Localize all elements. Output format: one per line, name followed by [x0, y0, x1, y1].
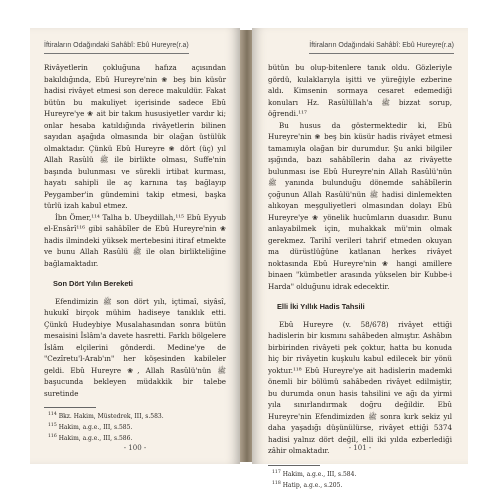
- right-paragraph-1: Bu husus da göstermektedir ki, Ebû Hureyre'nin ❀ beş bin küsür hadis rivâyet etmesi tamamıyla olağan bir durumdur. Şu anki bilgiler ışığında, bazı sahâbîlerin daha az rivâyette bulunması ise Ebû Hureyre'nin Allah Rasûlü'nün ﷺ yanında bulunduğu dönemde sahâbîlerin çoğunun Allah Rasûlü'nün ﷺ hadisi dinlemekten alıkoyan meşguliyetleri olmasından dolayı Ebû Hureyre'ye ❀ yönelik hucûmların duasıdır. Bunu anlayabilmek için, muhakkak mü'min olmak gerekmez. Tarihî verileri tahrif etmeden okuyan ma dürüstlüğüne katlanan herkes rivâyet noktasında Ebû Hureyre'nin ❀ hangi amillere binaen "kümbetler arasında yükselen bir Kubbe-i Harda" olduğunu idrak edecektir.: [268, 120, 452, 291]
- right-section-heading: Elli İki Yıllık Hadis Tahsili: [277, 302, 365, 311]
- right-page-number: - 101 -: [348, 444, 372, 452]
- right-section-paragraph: Ebû Hureyre (v. 58/678) rivâyet ettiği hadislerin bir kısmını sahâbeden almıştır. Ashâbın birbirinden rivâyeti pek çoktur, hatta bu konuda hiç bir rivâyetin kuşkulu kabul edilecek bir yönü yoktur.¹¹⁸ Ebû Hureyre'ye ait hadislerin mademki önemli bir bölümü sahâbeden rivâyet edilmiştir, bu durumda onun hasis tahsilini ve ağı da yirmi yıla sınırlandırmak doğru değildir. Ebû Hureyre'nin Efendimizden ﷺ sonra kırk sekiz yıl daha yaşadığı düşünülürse, rivâyet ettiği 5374 hadisi yalnız dört değil, elli iki yılda ezberlediği zâhir olmaktadır.: [268, 319, 453, 455]
- footnote-rule: [268, 465, 320, 466]
- right-page: [252, 28, 468, 489]
- left-page-number: - 100 -: [123, 444, 147, 452]
- left-section-paragraph: Efendimizin ﷺ son dört yılı, içtimaî, siyâsî, hukukî birçok mühim hadiseye tanıklık etti. Çünkü Hudeybiye Musalahasından sonra bütün mesaisini İslâm'a davete hasretti. Farklı bölgelere İslâm elçilerini gönderdi. Medine'ye de "Cezîretu'l-Arab'ın" her köşesinden kabileler geldi. Ebû Hureyre ❀, Allah Rasûlü'nün ﷺ başucunda bekleyen müdakkik bir talebe suretinde: [44, 296, 226, 398]
- left-paragraph-2: İbn Ömer,¹¹⁴ Talha b. Ubeydillah,¹¹⁵ Ebû Eyyub el-Ensârî¹¹⁶ gibi sahâbîler de Ebû Hureyre'nin ❀ hadis ilmindeki yüksek mertebesini itiraf etmekte ve bunu Allah Rasûlü ﷺ ile olan birlikteliğine bağlamaktadır.: [44, 212, 227, 268]
- footnote-116: $^{116}$ Hakim, a.g.e., III, s.586.: [48, 434, 133, 442]
- left-page: [30, 28, 240, 464]
- left-running-header: İftiraların Odağındaki Sahâbî: Ebû Hureyre(r.a): [44, 38, 189, 54]
- left-paragraph-1: Rivâyetlerin çokluğuna hafıza açısından bakıldığında, Ebû Hureyre'nin ❀ beş bin küsür hadisi rivâyet etmesi son derece makuldür. Fakat bütün bu makuliyet içerisinde sadece Ebû Hureyre'ye ❀ ait bir takım hususiyetler vardır ki; onlar hesaba katıldığında rivâyetlerin bilinen sayıdan aşağıda olmasında bir olağan üstülük olmaktadır. Çünkü Ebû Hureyre ❀ dört (üç) yıl Allah Rasûlü ﷺ ile birlikte olması, Suffe'nin başında bulunması ve sürekli irtibat kurması, hayatı sahipli ile aç karnına taş bağlayıp Peygamber'in gündemini takip etmesi, başka türlü izah kabul etmez.: [44, 63, 226, 210]
- footnote-114: $^{114}$ Bkz. Hakim, Müstedrek, III, s.583.: [48, 412, 164, 420]
- right-running-header: İftiraların Odağındaki Sahâbî: Ebû Hureyre(r.a): [309, 38, 454, 54]
- left-section-heading: Son Dört Yılın Bereketi: [53, 279, 133, 288]
- footnote-117: $^{117}$ Hakim, a.g.e., III, s.584.: [272, 469, 357, 478]
- right-continued-paragraph: bütün bu olup-bitenlere tanık oldu. Gözleriyle gördü, kulaklarıyla işitti ve yüreğiyle ezberine aldı. Kimsenin sormaya cesaret edemediği konuları Hz. Rasûlüllah'a ﷺ bizzat sorup, öğrendi.¹¹⁷: [268, 63, 452, 118]
- left-page-body: [44, 62, 226, 443]
- footnote-115: $^{115}$ Hakim, a.g.e., III, s.585.: [48, 423, 133, 431]
- footnote-rule: [44, 407, 96, 408]
- right-page-body: [268, 62, 452, 490]
- footnote-118: $^{118}$ Hatip, a.g.e., s.205.: [272, 480, 343, 489]
